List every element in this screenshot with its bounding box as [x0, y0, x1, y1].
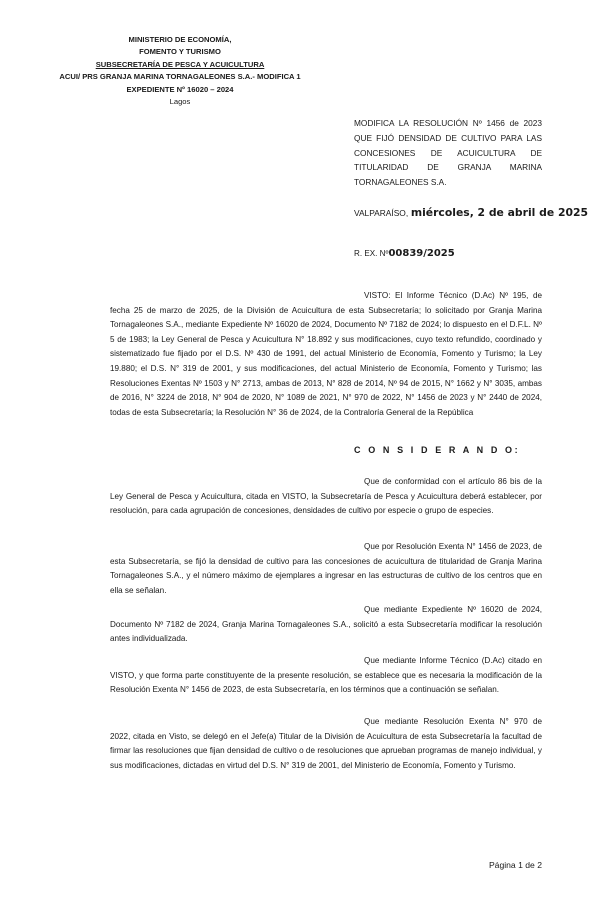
considerando-paragraph-5: Que mediante Resolución Exenta N° 970 de 2022, citada en Visto, se delegó en el Jefe(a) Titular de la División de Acuicultura de esta Subsecretaría la facultad de firmar las resoluciones que fijan densidad de cultivo o de resoluciones que aprueban programas de manejo individual, y sus modificaciones, dictadas en virtud del D.S. N° 319 de 2001, del Ministerio de Economía, Fomento y Turismo.	[110, 717, 542, 770]
reference-code: ACUI/ PRS GRANJA MARINA TORNAGALEONES S.A.- MODIFICA 1	[59, 72, 301, 82]
considerando-paragraph-3: Que mediante Expediente Nº 16020 de 2024, Documento Nº 7182 de 2024, Granja Marina Tornagaleones S.A., solicitó a esta Subsecretaría modificar la resolución antes individualizada.	[110, 605, 542, 644]
letterhead	[30, 34, 330, 108]
date-line	[354, 206, 588, 219]
page-number: Página 1 de 2	[488, 860, 542, 870]
considerando-paragraph-4: Que mediante Informe Técnico (D.Ac) citado en VISTO, y que forma parte constituyente de la presente resolución, se establece que es necesaria la modificación de la Resolución Exenta N° 1456 de 2023, de esta Subsecretaría, en los términos que a continuación se señalan.	[110, 656, 542, 695]
resolution-title: MODIFICA LA RESOLUCIÓN Nº 1456 de 2023 QUE FIJÓ DENSIDAD DE CULTIVO PARA LAS CONCESIONES DE ACUICULTURA DE TITULARIDAD DE GRANJA MARINA TORNAGALEONES S.A.	[354, 118, 542, 188]
region-name: Lagos	[169, 97, 191, 107]
considerando-heading: C O N S I D E R A N D O:	[354, 445, 521, 455]
resolution-number-label: R. EX. Nº	[354, 249, 389, 258]
undersecretariat-name: SUBSECRETARÍA DE PESCA Y ACUICULTURA	[95, 59, 265, 69]
considerando-paragraph-2: Que por Resolución Exenta N° 1456 de 2023, de esta Subsecretaría, se fijó la densidad de cultivo para las concesiones de acuicultura de titularidad de Granja Marina Tornagaleones S.A., y el número máximo de ejemplares a ingresar en las estructuras de cultivo de los centros que en ella se señalan.	[110, 542, 542, 595]
date-label: VALPARAÍSO,	[354, 208, 409, 218]
date-value: miércoles, 2 de abril de 2025	[410, 206, 588, 219]
ministry-name: MINISTERIO DE ECONOMÍA,	[128, 35, 232, 44]
considerando-paragraph-1: Que de conformidad con el artículo 86 bis de la Ley General de Pesca y Acuicultura, citada en VISTO, la Subsecretaría de Pesca y Acuicultura deberá establecer, por resolución, para cada agrupación de concesiones, densidades de cultivo por especie o grupo de especies.	[110, 477, 542, 516]
resolution-number-value: 00839/2025	[388, 248, 455, 259]
visto-text: El Informe Técnico (D.Ac) Nº 195, de fecha 25 de marzo de 2025, de la División de Acuicultura de esta Subsecretaría; lo solicitado por Granja Marina Tornagaleones S.A., mediante Expediente Nº 16020 de 2024, Documento Nº 7182 de 2024; lo dispuesto en el D.F.L. Nº 5 de 1983; la Ley General de Pesca y Acuicultura N° 18.892 y sus modificaciones, cuyo texto refundido, coordinado y sistematizado fue fijado por el D.S. Nº 430 de 1991, del actual Ministerio de Economía, Fomento y Turismo; la Ley 19.880; el D.S. N° 319 de 2001, y sus modificaciones, del actual Ministerio de Economía, Fomento y Turismo; las Resoluciones Exentas Nº 1503 y N° 2713, ambas de 2013, N° 828 de 2014, Nº 94 de 2015, N° 1662 y N° 3035, ambas de 2016, N° 3224 de 2018, N° 904 de 2020, N° 1089 de 2021, N° 970 de 2022, N° 1456 de 2023 y N° 2440 de 2024, todas de esta Subsecretaría; la Resolución N° 36 de 2024, de la Contraloría General de la República	[110, 291, 542, 417]
ministry-name-cont: FOMENTO Y TURISMO	[139, 47, 221, 57]
visto-paragraph	[110, 289, 542, 420]
visto-label: VISTO:	[364, 291, 391, 300]
resolution-number	[354, 248, 455, 259]
file-number: EXPEDIENTE Nº 16020 – 2024	[126, 84, 234, 94]
